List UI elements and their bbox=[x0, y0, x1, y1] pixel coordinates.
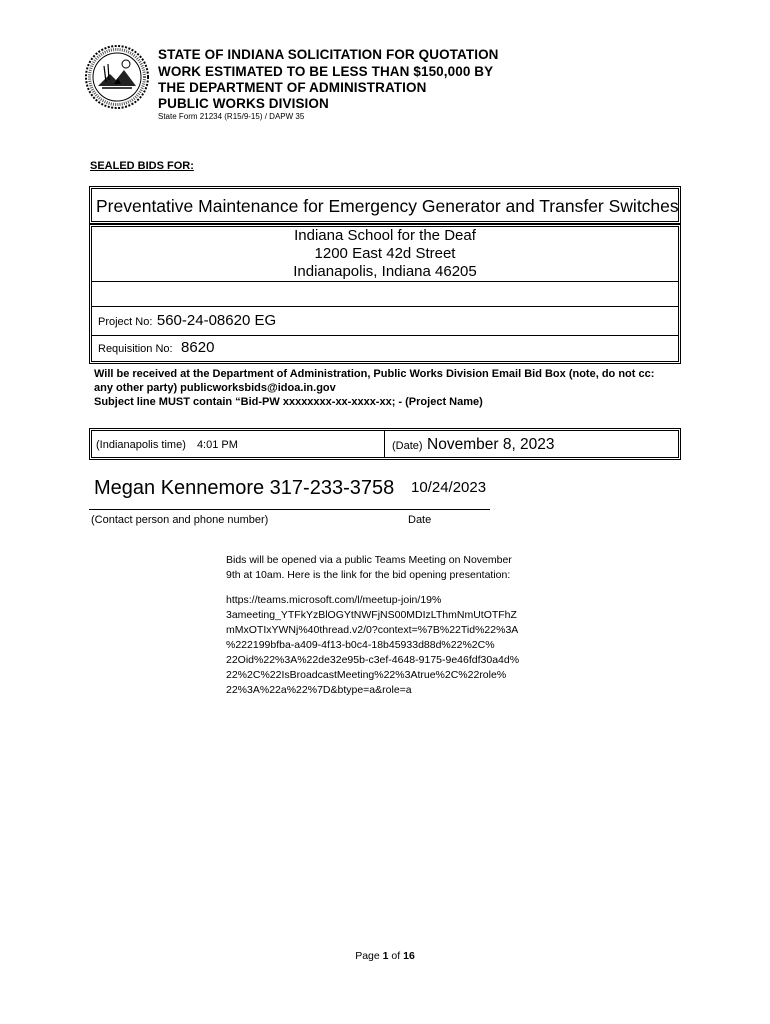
meeting-link-line[interactable]: 22Oid%22%3A%22de32e95b-c3ef-4648-9175-9e46fdf30a4d% bbox=[226, 654, 520, 666]
receipt-notice-line-3: Subject line MUST contain “Bid-PW xxxxxxxx-xx-xxxx-xx; - (Project Name) bbox=[94, 396, 483, 408]
header-line-4: PUBLIC WORKS DIVISION bbox=[158, 96, 329, 111]
contact-name-phone: Megan Kennemore 317-233-3758 bbox=[94, 477, 395, 499]
meeting-link-line[interactable]: 22%3A%22a%22%7D&btype=a&role=a bbox=[226, 684, 412, 696]
opening-note-line: 9th at 10am. Here is the link for the bid opening presentation: bbox=[226, 569, 511, 581]
deadline-date-label: (Date) bbox=[392, 440, 423, 452]
signature-line bbox=[89, 509, 490, 510]
address-line-3: Indianapolis, Indiana 46205 bbox=[293, 263, 477, 280]
header-line-3: THE DEPARTMENT OF ADMINISTRATION bbox=[158, 80, 427, 95]
meeting-link[interactable] bbox=[226, 593, 556, 698]
form-number: State Form 21234 (R15/9-15) / DAPW 35 bbox=[158, 112, 305, 121]
page-of: of bbox=[391, 950, 401, 962]
address-line-1: Indiana School for the Deaf bbox=[294, 227, 476, 244]
deadline-time: 4:01 PM bbox=[196, 439, 238, 451]
deadline-date: November 8, 2023 bbox=[427, 436, 555, 453]
header-line-2: WORK ESTIMATED TO BE LESS THAN $150,000 BY bbox=[158, 64, 494, 79]
meeting-link-line[interactable]: 3ameeting_YTFkYzBlOGYtNWFjNS00MDIzLThmNmUtOTFhZ bbox=[226, 609, 517, 621]
contact-date: 10/24/2023 bbox=[411, 479, 487, 496]
page-number bbox=[0, 950, 770, 962]
requisition-number-label: Requisition No: bbox=[98, 343, 173, 355]
meeting-link-line[interactable]: %222199bfba-a409-4f13-b0c4-18b45933d88d%22%2C% bbox=[226, 639, 495, 651]
page-prefix: Page bbox=[355, 950, 380, 962]
date-caption: Date bbox=[408, 514, 432, 526]
page-total: 16 bbox=[403, 950, 415, 962]
meeting-link-line[interactable]: 22%2C%22IsBroadcastMeeting%22%3Atrue%2C%22role% bbox=[226, 669, 507, 681]
indiana-state-seal-icon bbox=[84, 44, 150, 110]
meeting-link-line[interactable]: mMxOTIxYWNj%40thread.v2/0?context=%7B%22Tid%22%3A bbox=[226, 624, 519, 636]
address-line-2: 1200 East 42d Street bbox=[314, 245, 456, 262]
deadline-time-row bbox=[96, 439, 238, 451]
divider bbox=[92, 281, 678, 282]
receipt-notice-line-2: any other party) publicworksbids@idoa.in.gov bbox=[94, 382, 336, 394]
deadline-time-label: (Indianapolis time) bbox=[96, 439, 186, 451]
requisition-number: 8620 bbox=[181, 339, 215, 356]
project-number-row bbox=[98, 312, 276, 330]
deadline-date-row bbox=[392, 436, 555, 454]
contact-caption: (Contact person and phone number) bbox=[91, 514, 269, 526]
sealed-bids-label: SEALED BIDS FOR: bbox=[90, 160, 194, 172]
divider bbox=[92, 306, 678, 307]
project-number: 560-24-08620 EG bbox=[156, 312, 277, 329]
divider bbox=[92, 335, 678, 336]
opening-note-line: Bids will be opened via a public Teams Meeting on November bbox=[226, 554, 512, 566]
project-number-label: Project No: bbox=[98, 316, 153, 328]
requisition-number-row bbox=[98, 339, 214, 357]
project-title: Preventative Maintenance for Emergency Generator and Transfer Switches bbox=[96, 196, 679, 216]
opening-note bbox=[226, 553, 556, 583]
receipt-notice-line-1: Will be received at the Department of Administration, Public Works Division Email Bid Box (note, do not cc: bbox=[94, 368, 655, 380]
header-line-1: STATE OF INDIANA SOLICITATION FOR QUOTATION bbox=[158, 47, 499, 62]
meeting-link-line[interactable]: https://teams.microsoft.com/l/meetup-join/19% bbox=[226, 594, 442, 606]
page-current: 1 bbox=[382, 950, 389, 962]
divider bbox=[384, 431, 385, 457]
